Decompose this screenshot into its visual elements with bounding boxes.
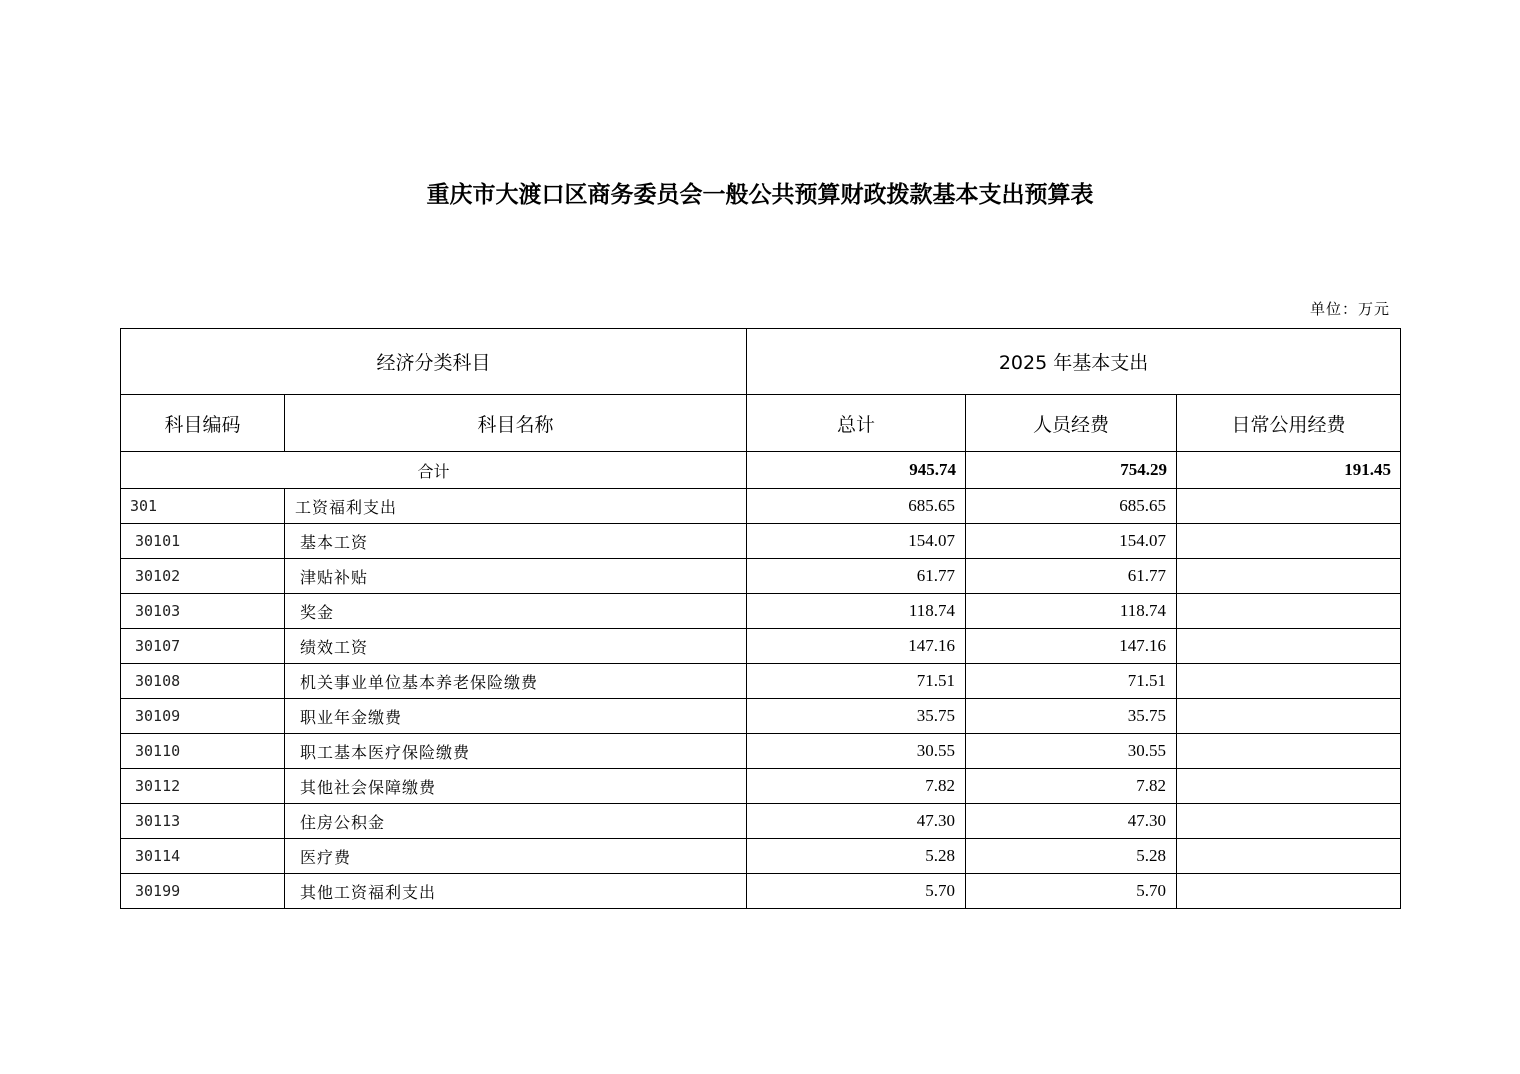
subject-code-cell: 30108 bbox=[121, 664, 285, 699]
header-economic-category: 经济分类科目 bbox=[121, 329, 747, 395]
subject-name-cell: 奖金 bbox=[285, 594, 747, 629]
table-row bbox=[121, 769, 1401, 804]
subject-code-cell: 301 bbox=[121, 489, 285, 524]
personnel-cell: 7.82 bbox=[966, 769, 1177, 804]
subject-code-cell: 30102 bbox=[121, 559, 285, 594]
public-cell bbox=[1177, 839, 1401, 874]
public-cell bbox=[1177, 804, 1401, 839]
total-cell: 118.74 bbox=[747, 594, 966, 629]
public-cell bbox=[1177, 629, 1401, 664]
subject-code-cell: 30101 bbox=[121, 524, 285, 559]
subject-name-cell: 其他工资福利支出 bbox=[285, 874, 747, 909]
total-cell: 5.28 bbox=[747, 839, 966, 874]
public-cell bbox=[1177, 594, 1401, 629]
subject-name-cell: 其他社会保障缴费 bbox=[285, 769, 747, 804]
unit-label: 单位：万元 bbox=[1309, 300, 1390, 318]
budget-table bbox=[120, 328, 1401, 909]
table-row bbox=[121, 524, 1401, 559]
table-row bbox=[121, 664, 1401, 699]
total-cell: 71.51 bbox=[747, 664, 966, 699]
personnel-cell: 35.75 bbox=[966, 699, 1177, 734]
public-cell bbox=[1177, 874, 1401, 909]
personnel-cell: 147.16 bbox=[966, 629, 1177, 664]
header-basic-expenditure: 2025 年基本支出 bbox=[747, 329, 1401, 395]
total-cell: 147.16 bbox=[747, 629, 966, 664]
subject-name-cell: 津贴补贴 bbox=[285, 559, 747, 594]
total-label: 合计 bbox=[121, 452, 747, 489]
table-row bbox=[121, 629, 1401, 664]
subject-name-cell: 基本工资 bbox=[285, 524, 747, 559]
header-total: 总计 bbox=[747, 395, 966, 452]
subject-code-cell: 30103 bbox=[121, 594, 285, 629]
personnel-cell: 118.74 bbox=[966, 594, 1177, 629]
total-row bbox=[121, 452, 1401, 489]
total-cell: 61.77 bbox=[747, 559, 966, 594]
subject-name-cell: 医疗费 bbox=[285, 839, 747, 874]
total-cell: 7.82 bbox=[747, 769, 966, 804]
total-cell: 30.55 bbox=[747, 734, 966, 769]
header-public-expense: 日常公用经费 bbox=[1177, 395, 1401, 452]
total-cell: 685.65 bbox=[747, 489, 966, 524]
table-row bbox=[121, 804, 1401, 839]
public-cell bbox=[1177, 769, 1401, 804]
subject-code-cell: 30113 bbox=[121, 804, 285, 839]
table-row bbox=[121, 489, 1401, 524]
public-cell bbox=[1177, 734, 1401, 769]
personnel-cell: 71.51 bbox=[966, 664, 1177, 699]
subject-code-cell: 30109 bbox=[121, 699, 285, 734]
subject-name-cell: 职工基本医疗保险缴费 bbox=[285, 734, 747, 769]
header-row-columns bbox=[121, 395, 1401, 452]
personnel-cell: 5.70 bbox=[966, 874, 1177, 909]
personnel-cell: 5.28 bbox=[966, 839, 1177, 874]
total-cell: 47.30 bbox=[747, 804, 966, 839]
personnel-cell: 30.55 bbox=[966, 734, 1177, 769]
header-subject-code: 科目编码 bbox=[121, 395, 285, 452]
subject-name-cell: 职业年金缴费 bbox=[285, 699, 747, 734]
total-cell: 35.75 bbox=[747, 699, 966, 734]
personnel-cell: 154.07 bbox=[966, 524, 1177, 559]
personnel-cell: 685.65 bbox=[966, 489, 1177, 524]
public-cell bbox=[1177, 559, 1401, 594]
header-personnel-expense: 人员经费 bbox=[966, 395, 1177, 452]
table-row bbox=[121, 559, 1401, 594]
subject-code-cell: 30114 bbox=[121, 839, 285, 874]
personnel-cell: 61.77 bbox=[966, 559, 1177, 594]
total-cell: 5.70 bbox=[747, 874, 966, 909]
subject-code-cell: 30107 bbox=[121, 629, 285, 664]
table-row bbox=[121, 594, 1401, 629]
total-personnel: 754.29 bbox=[966, 452, 1177, 489]
total-public: 191.45 bbox=[1177, 452, 1401, 489]
total-sum: 945.74 bbox=[747, 452, 966, 489]
table-row bbox=[121, 874, 1401, 909]
subject-name-cell: 机关事业单位基本养老保险缴费 bbox=[285, 664, 747, 699]
header-row-group bbox=[121, 329, 1401, 395]
page-title: 重庆市大渡口区商务委员会一般公共预算财政拨款基本支出预算表 bbox=[426, 181, 1094, 208]
public-cell bbox=[1177, 489, 1401, 524]
subject-name-cell: 住房公积金 bbox=[285, 804, 747, 839]
table-row bbox=[121, 839, 1401, 874]
public-cell bbox=[1177, 699, 1401, 734]
public-cell bbox=[1177, 664, 1401, 699]
subject-name-cell: 工资福利支出 bbox=[285, 489, 747, 524]
subject-code-cell: 30110 bbox=[121, 734, 285, 769]
subject-code-cell: 30112 bbox=[121, 769, 285, 804]
table-row bbox=[121, 699, 1401, 734]
subject-code-cell: 30199 bbox=[121, 874, 285, 909]
public-cell bbox=[1177, 524, 1401, 559]
header-subject-name: 科目名称 bbox=[285, 395, 747, 452]
table-row bbox=[121, 734, 1401, 769]
personnel-cell: 47.30 bbox=[966, 804, 1177, 839]
subject-name-cell: 绩效工资 bbox=[285, 629, 747, 664]
total-cell: 154.07 bbox=[747, 524, 966, 559]
